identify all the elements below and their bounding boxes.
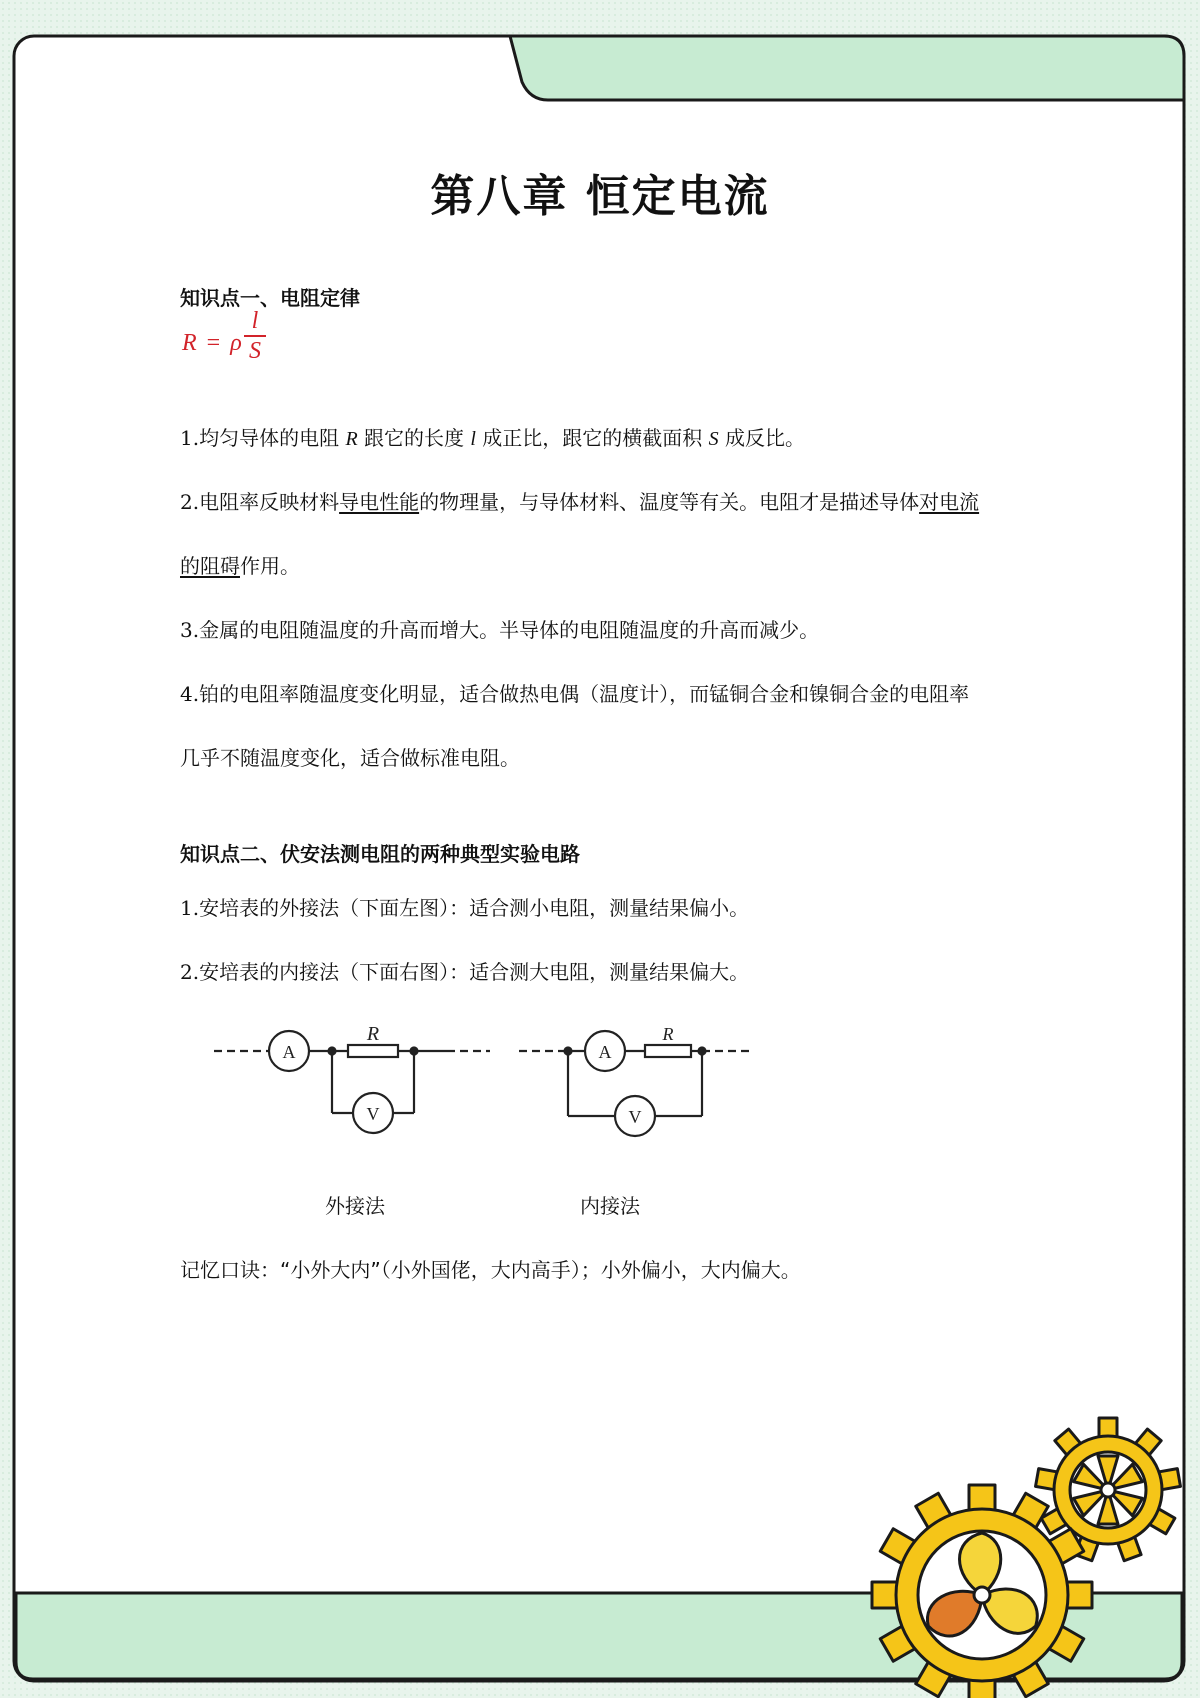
text: 安培表的内接法（下面右图）：适合测大电阻，测量结果偏大。 — [199, 960, 750, 984]
resistor-label: R — [662, 1024, 674, 1044]
underlined-text: 导电性能 — [339, 490, 420, 514]
mnemonic: 记忆口诀：“小外大内”（小外国佬，大内高手）；小外偏小，大内偏大。 — [180, 1258, 801, 1282]
symbol-r: R — [345, 428, 358, 450]
text: 的物理量，与导体材料、温度等有关。电阻才是描述导体 — [419, 490, 920, 514]
text: 作用。 — [240, 554, 300, 578]
text: 成反比。 — [718, 426, 806, 450]
page-title: 第八章 恒定电流 — [430, 171, 770, 222]
caption-internal: 内接法 — [580, 1194, 640, 1218]
text: 均匀导体的电阻 — [199, 426, 346, 450]
item-number: 2. — [180, 960, 200, 984]
item-number: 2. — [180, 490, 200, 514]
section-heading-resistance-law: 知识点一、电阻定律 — [180, 286, 360, 310]
item-number: 3. — [180, 618, 200, 642]
formula-r: R — [182, 330, 197, 356]
paragraph-1-4-continued: 几乎不随温度变化，适合做标准电阻。 — [180, 746, 520, 770]
text: 安培表的外接法（下面左图）：适合测小电阻，测量结果偏小。 — [199, 896, 750, 920]
formula-equals: = — [206, 330, 221, 356]
resistor-symbol — [645, 1045, 691, 1057]
text: 跟它的长度 — [357, 426, 471, 450]
text: 电阻率反映材料 — [199, 490, 340, 514]
underlined-text: 的阻碍 — [180, 554, 240, 578]
symbol-l: l — [470, 428, 476, 450]
circuit-external — [214, 1031, 490, 1133]
text: 成正比，跟它的横截面积 — [475, 426, 709, 450]
section-heading-voltammetry: 知识点二、伏安法测电阻的两种典型实验电路 — [180, 842, 580, 866]
caption-external: 外接法 — [325, 1194, 385, 1218]
text: 铂的电阻率随温度变化明显，适合做热电偶（温度计），而锰铜合金和镍铜合金的电阻率 — [199, 682, 970, 706]
formula-denominator: S — [249, 337, 261, 364]
item-number: 1. — [180, 896, 200, 920]
formula-rho: ρ — [230, 330, 242, 356]
voltmeter-label: V — [366, 1104, 380, 1124]
underlined-text: 对电流 — [919, 490, 980, 514]
voltmeter-label: V — [628, 1107, 642, 1127]
resistor-symbol — [348, 1045, 398, 1057]
item-number: 1. — [180, 426, 200, 450]
symbol-s: S — [708, 428, 719, 450]
resistor-label: R — [366, 1023, 380, 1045]
item-number: 4. — [180, 682, 200, 706]
ammeter-label: A — [598, 1042, 612, 1062]
formula-numerator: l — [251, 308, 259, 334]
gears-decoration — [860, 1380, 1190, 1698]
text: 金属的电阻随温度的升高而增大。半导体的电阻随温度的升高而减少。 — [199, 618, 820, 642]
ammeter-label: A — [282, 1042, 296, 1062]
